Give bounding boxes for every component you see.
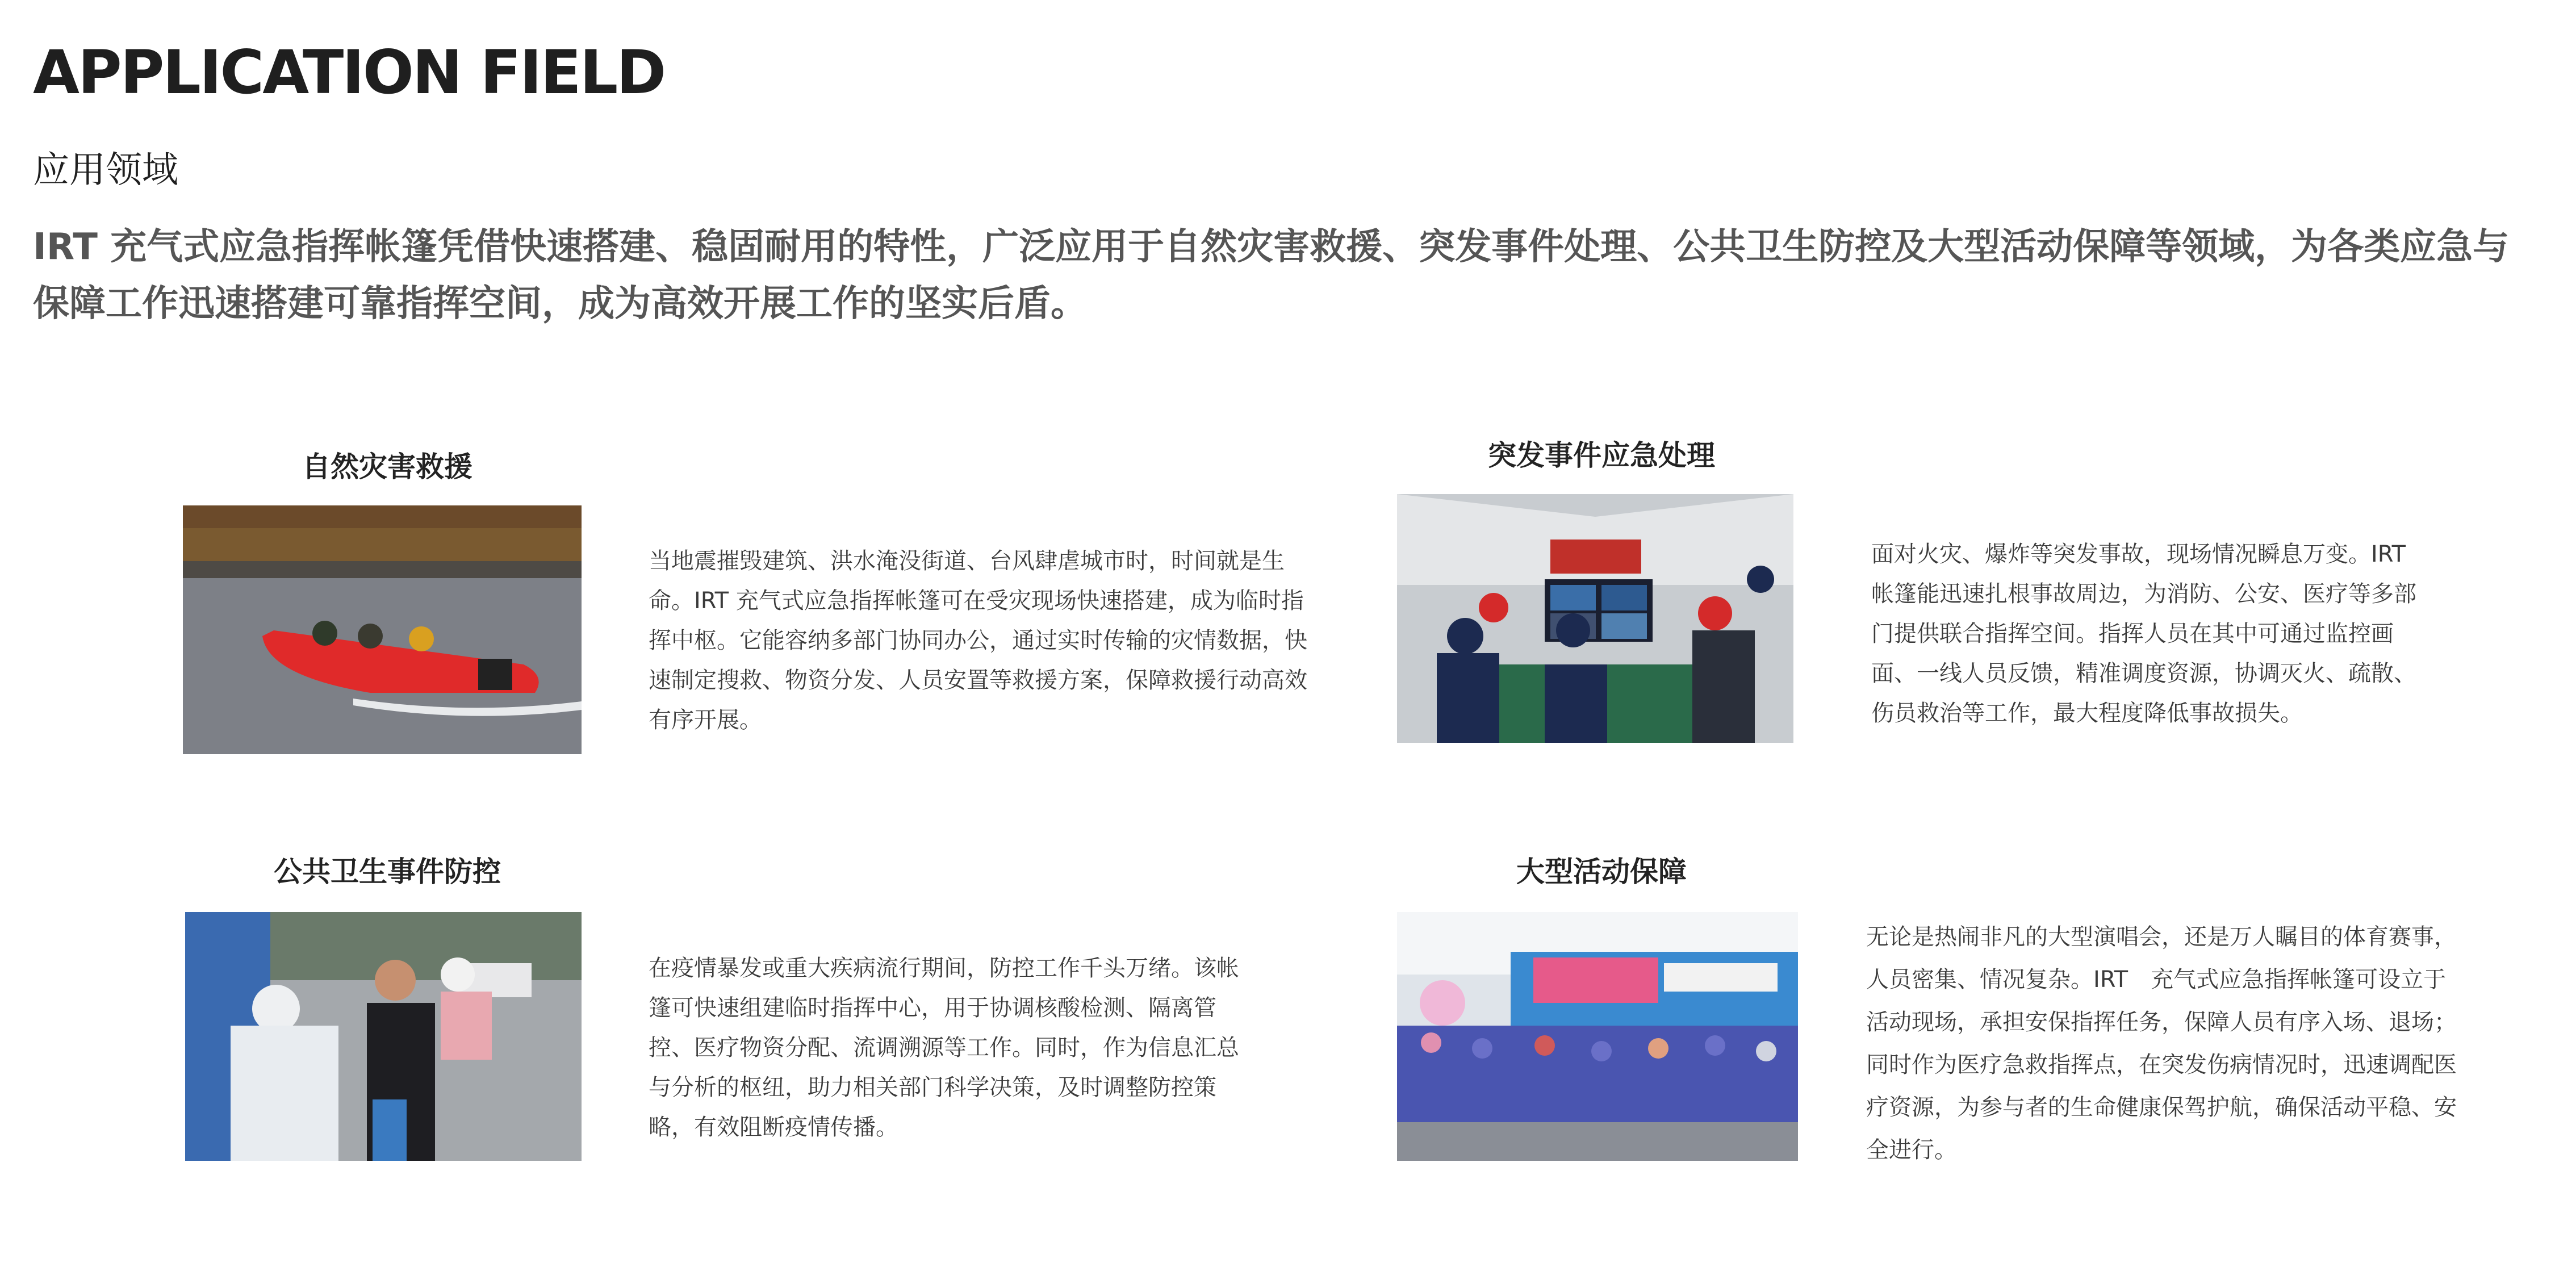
command-tent-photo — [1397, 494, 1793, 743]
intro-paragraph: IRT 充气式应急指挥帐篷凭借快速搭建、稳固耐用的特性，广泛应用于自然灾害救援、突发事件处理、公共卫生防控及大型活动保障等领域，为各类应急与保障工作迅速搭建可靠指挥空间，成为高效开展工作的坚实后盾。 — [33, 226, 2510, 325]
field-caption: 大型活动保障 — [1516, 855, 1687, 888]
page-title: APPLICATION FIELD — [33, 37, 665, 107]
field-description: 面对火灾、爆炸等突发事故，现场情况瞬息万变。IRT 帐篷能迅速扎根事故周边，为消防、公安、医疗等多部门提供联合指挥空间。指挥人员在其中可通过监控画面、一线人员反馈，精准调度资源，协调灭火、疏散、伤员救治等工作，最大程度降低事故损失。 — [1871, 541, 2416, 726]
field-description: 在疫情暴发或重大疾病流行期间，防控工作千头万绪。该帐篷可快速组建临时指挥中心，用于协调核酸检测、隔离管控、医疗物资分配、流调溯源等工作。同时，作为信息汇总与分析的枢纽，助力相关部门科学决策，及时调整防控策略，有效阻断疫情传播。 — [649, 955, 1239, 1140]
field-caption: 自然灾害救援 — [302, 450, 472, 483]
field-description: 无论是热闹非凡的大型演唱会，还是万人瞩目的体育赛事，人员密集、情况复杂。IRT 充气式应急指挥帐篷可设立于活动现场，承担安保指挥任务，保障人员有序入场、退场；同时作为医疗急救指挥点，在突发伤病情况时，迅速调配医疗资源，为参与者的生命健康保驾护航，确保活动平稳、安全进行。 — [1866, 924, 2457, 1163]
nucleic-acid-test-photo — [185, 912, 582, 1161]
color-run-event-photo — [1397, 912, 1798, 1161]
field-caption: 公共卫生事件防控 — [274, 855, 501, 888]
field-caption: 突发事件应急处理 — [1488, 439, 1715, 472]
field-description: 当地震摧毁建筑、洪水淹没街道、台风肆虐城市时，时间就是生命。IRT 充气式应急指挥帐篷可在受灾现场快速搭建，成为临时指挥中枢。它能容纳多部门协同办公，通过实时传输的灾情数据，快速制定搜救、物资分发、人员安置等救援方案，保障救援行动高效有序开展。 — [649, 548, 1307, 733]
rescue-boat-photo — [183, 505, 582, 754]
page-subtitle: 应用领域 — [33, 149, 178, 191]
